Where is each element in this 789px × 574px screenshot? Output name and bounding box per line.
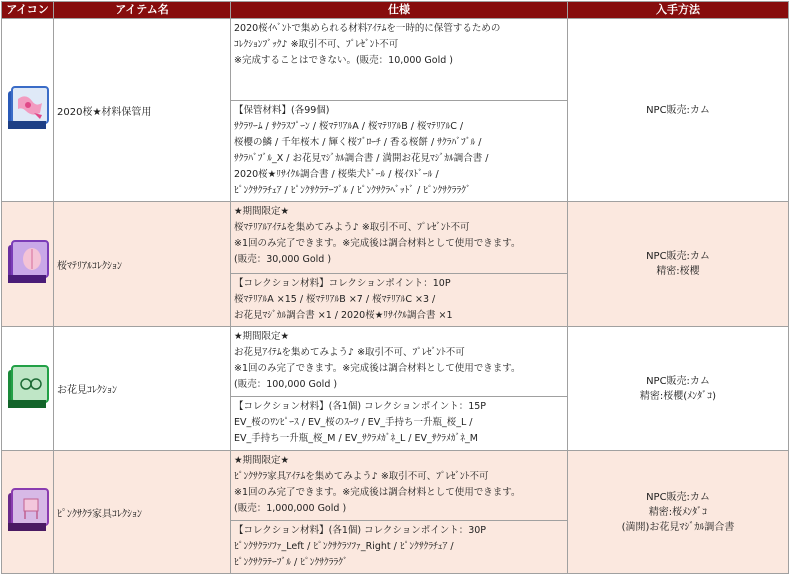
item-method	[568, 19, 789, 202]
item-name: 2020桜★材料保管用	[54, 19, 231, 202]
item-spec-bottom	[231, 397, 568, 451]
spec-line: ﾋﾟﾝｸｻｸﾗﾃｰﾌﾞﾙ / ﾋﾟﾝｸｻｸﾗﾗｸﾞ	[234, 557, 348, 568]
table-row	[2, 327, 789, 397]
spec-line: ﾋﾟﾝｸｻｸﾗｿﾌｧ_Left / ﾋﾟﾝｸｻｸﾗｿﾌｧ_Right / ﾋﾟﾝｸｻｸﾗﾁｪｱ /	[234, 541, 454, 552]
spec-line: EV_手持ち一升瓶_桜_M / EV_ｻｸﾗﾒｶﾞﾈ_L / EV_ｻｸﾗﾒｶﾞﾈ_M	[234, 433, 478, 444]
method-line: (満開)お花見ﾏｼﾞｶﾙ調合書	[621, 521, 735, 533]
item-spec-bottom	[231, 521, 568, 574]
item-icon-cell	[2, 451, 54, 574]
spec-line: ★期間限定★	[234, 455, 290, 466]
table-row	[2, 451, 789, 521]
item-name: 桜ﾏﾃﾘｱﾙｺﾚｸｼｮﾝ	[54, 202, 231, 327]
spec-line: ﾋﾟﾝｸｻｸﾗ家具ｱｲﾃﾑを集めてみよう♪ ※取引不可、ﾌﾟﾚｾﾞﾝﾄ不可	[234, 471, 489, 482]
item-icon-cell	[2, 19, 54, 202]
spec-line: 2020桜ｲﾍﾞﾝﾄで集められる材料ｱｲﾃﾑを一時的に保管するための	[234, 23, 501, 34]
spec-line: (販売：30,000 Gold )	[234, 254, 332, 265]
spec-line: お花見ﾏｼﾞｶﾙ調合書 ×1 / 2020桜★ﾘｻｲｸﾙ調合書 ×1	[234, 310, 453, 321]
item-icon-cell	[2, 327, 54, 451]
item-spec-top	[231, 202, 568, 274]
spec-line: ※完成することはできない。(販売：10,000 Gold )	[234, 55, 453, 66]
spec-line: ★期間限定★	[234, 331, 290, 342]
method-line: 精密:桜櫻	[656, 266, 700, 277]
header-method: 入手方法	[568, 2, 789, 19]
table-row	[2, 202, 789, 274]
furniture-book-icon	[4, 485, 52, 535]
spec-line: 桜ﾏﾃﾘｱﾙｱｲﾃﾑを集めてみよう♪ ※取引不可、ﾌﾟﾚｾﾞﾝﾄ不可	[234, 222, 470, 233]
header-spec: 仕様	[231, 2, 568, 19]
spec-line: ★期間限定★	[234, 206, 290, 217]
item-name: お花見ｺﾚｸｼｮﾝ	[54, 327, 231, 451]
spec-line: ｻｸﾗﾊﾞﾌﾞﾙ_X / お花見ﾏｼﾞｶﾙ調合書 / 満開お花見ﾏｼﾞｶﾙ調合書 /	[234, 153, 489, 164]
item-spec-bottom	[231, 274, 568, 327]
spec-line: ﾋﾟﾝｸｻｸﾗﾁｪｱ / ﾋﾟﾝｸｻｸﾗﾃｰﾌﾞﾙ / ﾋﾟﾝｸｻｸﾗﾍﾞｯﾄﾞ / ﾋﾟﾝｸｻｸﾗﾗｸﾞ	[234, 185, 471, 196]
header-row	[2, 2, 789, 19]
table-row	[2, 19, 789, 101]
spec-line: 【コレクション材料】(各1個) コレクションポイント：15P	[234, 401, 487, 412]
spec-line: ※1回のみ完了できます。※完成後は調合材料として使用できます。	[234, 487, 521, 498]
item-spec-top	[231, 19, 568, 101]
header-name: アイテム名	[54, 2, 231, 19]
method-line: NPC販売:カム	[646, 491, 710, 503]
method-line: 精密:桜ﾒﾝﾀﾞｺ	[648, 506, 708, 518]
petal-book-icon	[4, 237, 52, 287]
spec-line: 2020桜★ﾘｻｲｸﾙ調合書 / 桜柴犬ﾄﾞｰﾙ / 桜ｲﾇﾄﾞｰﾙ /	[234, 169, 439, 180]
item-table	[1, 1, 789, 574]
method-line: NPC販売:カム	[646, 251, 710, 262]
spec-line: 【コレクション材料】コレクションポイント：10P	[234, 278, 451, 289]
method-line: 精密:桜櫻(ﾒﾝﾀﾞｺ)	[639, 390, 717, 402]
spec-line: (販売：100,000 Gold )	[234, 379, 338, 390]
spec-line: 桜ﾏﾃﾘｱﾙA ×15 / 桜ﾏﾃﾘｱﾙB ×7 / 桜ﾏﾃﾘｱﾙC ×3 /	[234, 294, 436, 305]
header-icon: アイコン	[2, 2, 54, 19]
spec-line: ｺﾚｸｼｮﾝﾌﾞｯｸ♪ ※取引不可、ﾌﾟﾚｾﾞﾝﾄ不可	[234, 39, 399, 50]
item-method	[568, 202, 789, 327]
spec-line: (販売：1,000,000 Gold )	[234, 503, 347, 514]
spec-line: お花見ｱｲﾃﾑを集めてみよう♪ ※取引不可、ﾌﾟﾚｾﾞﾝﾄ不可	[234, 347, 465, 358]
item-icon-cell	[2, 202, 54, 327]
spec-line: ※1回のみ完了できます。※完成後は調合材料として使用できます。	[234, 238, 521, 249]
spec-line: ※1回のみ完了できます。※完成後は調合材料として使用できます。	[234, 363, 521, 374]
sakura-book-icon	[4, 83, 52, 133]
method-line: NPC販売:カム	[646, 375, 710, 387]
method-line: NPC販売:カム	[646, 104, 710, 116]
item-name: ﾋﾟﾝｸｻｸﾗ家具ｺﾚｸｼｮﾝ	[54, 451, 231, 574]
spec-line: 【コレクション材料】(各1個) コレクションポイント：30P	[234, 525, 487, 536]
item-method	[568, 327, 789, 451]
spec-line: EV_桜のﾜﾝﾋﾟｰｽ / EV_桜のｽｰﾂ / EV_手持ち一升瓶_桜_L /	[234, 417, 473, 428]
hanami-book-icon	[4, 362, 52, 412]
spec-line: 【保管材料】(各99個)	[234, 105, 330, 116]
spec-line: ｻｸﾗﾜｰﾑ / ｻｸﾗｽﾌﾟｰﾝ / 桜ﾏﾃﾘｱﾙA / 桜ﾏﾃﾘｱﾙB / 桜ﾏﾃﾘｱﾙC /	[234, 121, 464, 132]
item-spec-top	[231, 327, 568, 397]
item-spec-top	[231, 451, 568, 521]
item-method	[568, 451, 789, 574]
spec-line: 桜櫻の鱗 / 千年桜木 / 輝く桜ﾌﾞﾛｰﾁ / 香る桜餅 / ｻｸﾗﾊﾞﾌﾞﾙ /	[234, 137, 482, 148]
item-spec-bottom	[231, 101, 568, 202]
